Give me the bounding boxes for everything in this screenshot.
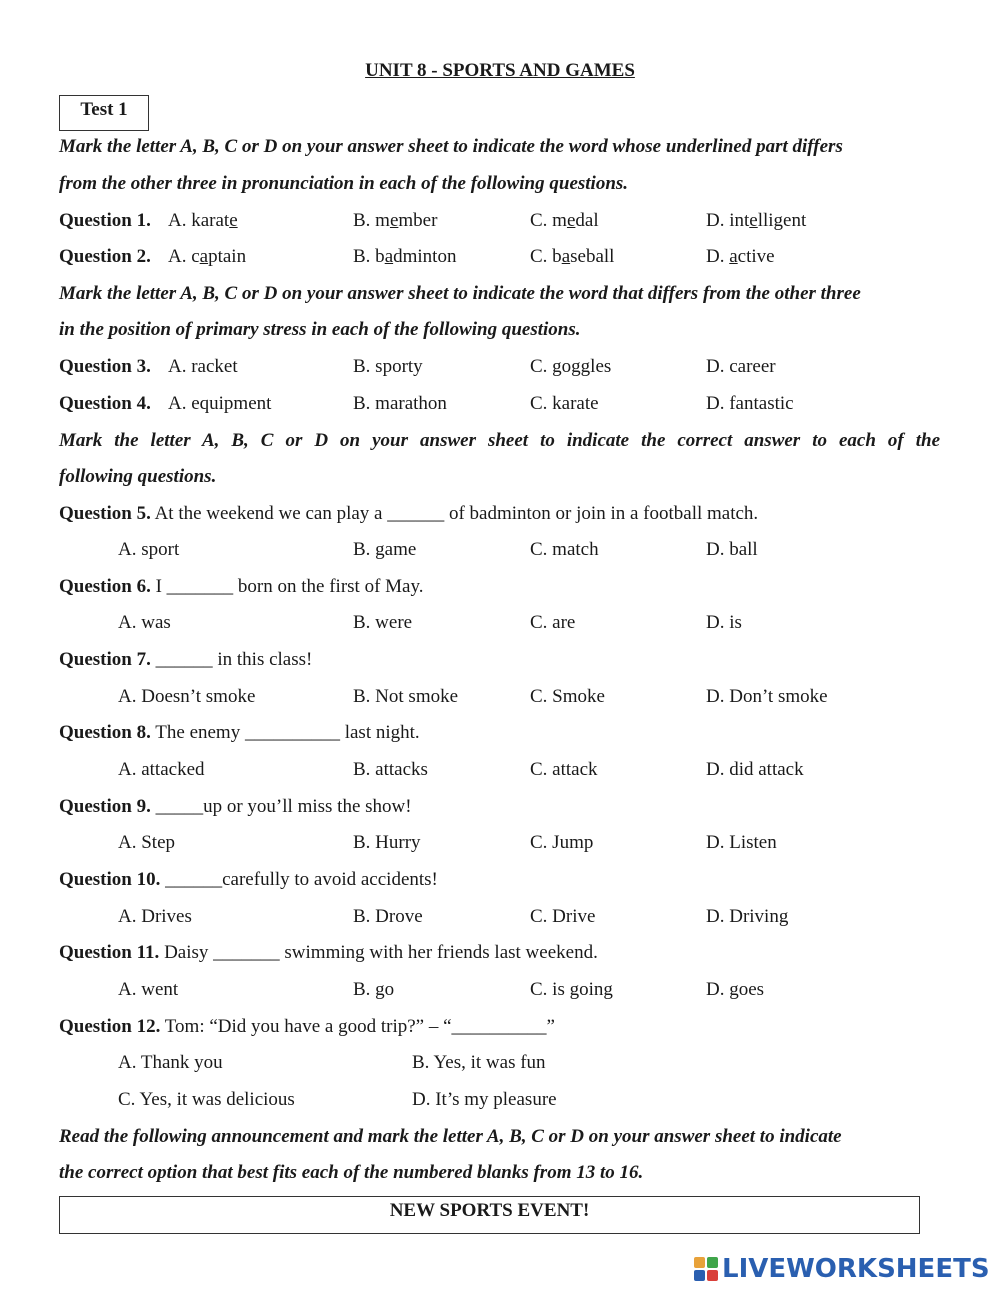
option-a[interactable]: A. racket [168, 356, 238, 377]
option-d[interactable]: D. is [706, 612, 742, 633]
option-c[interactable]: C. baseball [530, 246, 615, 267]
logo-square [694, 1257, 705, 1268]
option-b[interactable]: B. member [353, 210, 438, 231]
option-d[interactable]: D. goes [706, 979, 765, 1000]
page-title: UNIT 8 - SPORTS AND GAMES [365, 60, 635, 81]
option-b[interactable]: B. Yes, it was fun [412, 1052, 546, 1073]
option-a[interactable]: A. equipment [168, 393, 272, 414]
option-c[interactable]: C. Jump [530, 832, 594, 853]
option-b[interactable]: B. Drove [353, 906, 423, 927]
option-d[interactable]: D. ball [706, 539, 758, 560]
option-c[interactable]: C. attack [530, 759, 598, 780]
option-c[interactable]: C. is going [530, 979, 613, 1000]
section-4-instruction-line-2: the correct option that best fits each of the numbered blanks from 13 to 16. [59, 1162, 644, 1183]
section-2-instruction-line-2: in the position of primary stress in each of the following questions. [59, 319, 581, 340]
option-a[interactable]: A. Thank you [118, 1052, 223, 1073]
option-a[interactable]: A. Drives [118, 906, 192, 927]
event-title-box: NEW SPORTS EVENT! [59, 1196, 920, 1234]
test-label: Test 1 [59, 95, 149, 131]
option-d[interactable]: D. intelligent [706, 210, 807, 231]
option-b[interactable]: B. sporty [353, 356, 423, 377]
section-3-instruction-line-2: following questions. [59, 466, 217, 487]
question-text: At the weekend we can play a ______ of badminton or join in a football match. [154, 503, 759, 524]
option-d[interactable]: D. career [706, 356, 776, 377]
option-b[interactable]: B. Hurry [353, 832, 421, 853]
question-11-stem [59, 941, 598, 965]
option-c[interactable]: C. Drive [530, 906, 596, 927]
section-4-instruction-line-1: Read the following announcement and mark the letter A, B, C or D on your answer sheet to indicate [59, 1126, 842, 1147]
option-a[interactable]: A. captain [168, 246, 247, 267]
option-c[interactable]: C. match [530, 539, 599, 560]
question-1-row [59, 209, 807, 233]
question-label: Question 1. [59, 210, 151, 231]
question-text: Daisy _______ swimming with her friends last weekend. [164, 942, 598, 963]
liveworksheets-logo[interactable] [694, 1253, 990, 1285]
liveworksheets-logo-icon [694, 1257, 718, 1281]
section-1-instruction-line-1: Mark the letter A, B, C or D on your answer sheet to indicate the word whose underlined part differs [59, 136, 843, 157]
option-b[interactable]: B. were [353, 612, 413, 633]
question-2-row [59, 245, 775, 269]
question-label: Question 9. [59, 796, 151, 817]
option-a[interactable]: A. sport [118, 539, 180, 560]
section-3-instruction-line-1: Mark the letter A, B, C or D on your answer sheet to indicate the correct answer to each of the [59, 430, 940, 451]
option-d[interactable]: D. It’s my pleasure [412, 1089, 557, 1110]
question-label: Question 8. [59, 722, 151, 743]
option-b[interactable]: B. Not smoke [353, 686, 459, 707]
option-b[interactable]: B. attacks [353, 759, 428, 780]
question-9-stem [59, 795, 412, 819]
question-label: Question 11. [59, 942, 160, 963]
option-b[interactable]: B. badminton [353, 246, 457, 267]
option-c[interactable]: C. are [530, 612, 576, 633]
logo-text: LIVEWORKSHEETS [722, 1254, 990, 1284]
question-label: Question 6. [59, 576, 151, 597]
question-label: Question 12. [59, 1016, 161, 1037]
question-label: Question 2. [59, 246, 151, 267]
option-c[interactable]: C. Smoke [530, 686, 605, 707]
question-5-stem [59, 502, 758, 526]
option-d[interactable]: D. Don’t smoke [706, 686, 828, 707]
question-4-row [59, 392, 794, 416]
option-d[interactable]: D. Listen [706, 832, 777, 853]
question-label: Question 10. [59, 869, 161, 890]
option-a[interactable]: A. Step [118, 832, 175, 853]
option-d[interactable]: D. fantastic [706, 393, 794, 414]
option-a[interactable]: A. attacked [118, 759, 205, 780]
question-text: Tom: “Did you have a good trip?” – “__________” [164, 1016, 555, 1037]
question-3-row [59, 355, 776, 379]
question-12-stem [59, 1015, 555, 1039]
option-c[interactable]: C. medal [530, 210, 599, 231]
question-6-stem [59, 575, 424, 599]
question-label: Question 7. [59, 649, 151, 670]
question-text: ______carefully to avoid accidents! [165, 869, 438, 890]
logo-square [707, 1270, 718, 1281]
option-a[interactable]: A. Doesn’t smoke [118, 686, 256, 707]
question-label: Question 3. [59, 356, 151, 377]
question-text: The enemy __________ last night. [155, 722, 420, 743]
question-label: Question 4. [59, 393, 151, 414]
option-d[interactable]: D. did attack [706, 759, 804, 780]
question-label: Question 5. [59, 503, 151, 524]
option-a[interactable]: A. karate [168, 210, 238, 231]
option-b[interactable]: B. game [353, 539, 417, 560]
question-7-stem [59, 648, 312, 672]
option-c[interactable]: C. goggles [530, 356, 612, 377]
question-text: ______ in this class! [155, 649, 313, 670]
question-text: I _______ born on the first of May. [155, 576, 424, 597]
option-a[interactable]: A. went [118, 979, 179, 1000]
option-d[interactable]: D. active [706, 246, 775, 267]
section-2-instruction-line-1: Mark the letter A, B, C or D on your answer sheet to indicate the word that differs from the other three [59, 283, 861, 304]
logo-square [707, 1257, 718, 1268]
question-10-stem [59, 868, 438, 892]
section-1-instruction-line-2: from the other three in pronunciation in each of the following questions. [59, 173, 629, 194]
option-d[interactable]: D. Driving [706, 906, 789, 927]
option-c[interactable]: C. Yes, it was delicious [118, 1089, 295, 1110]
question-8-stem [59, 721, 420, 745]
option-a[interactable]: A. was [118, 612, 171, 633]
option-c[interactable]: C. karate [530, 393, 599, 414]
option-b[interactable]: B. go [353, 979, 395, 1000]
logo-square [694, 1270, 705, 1281]
option-b[interactable]: B. marathon [353, 393, 447, 414]
question-text: _____up or you’ll miss the show! [155, 796, 412, 817]
